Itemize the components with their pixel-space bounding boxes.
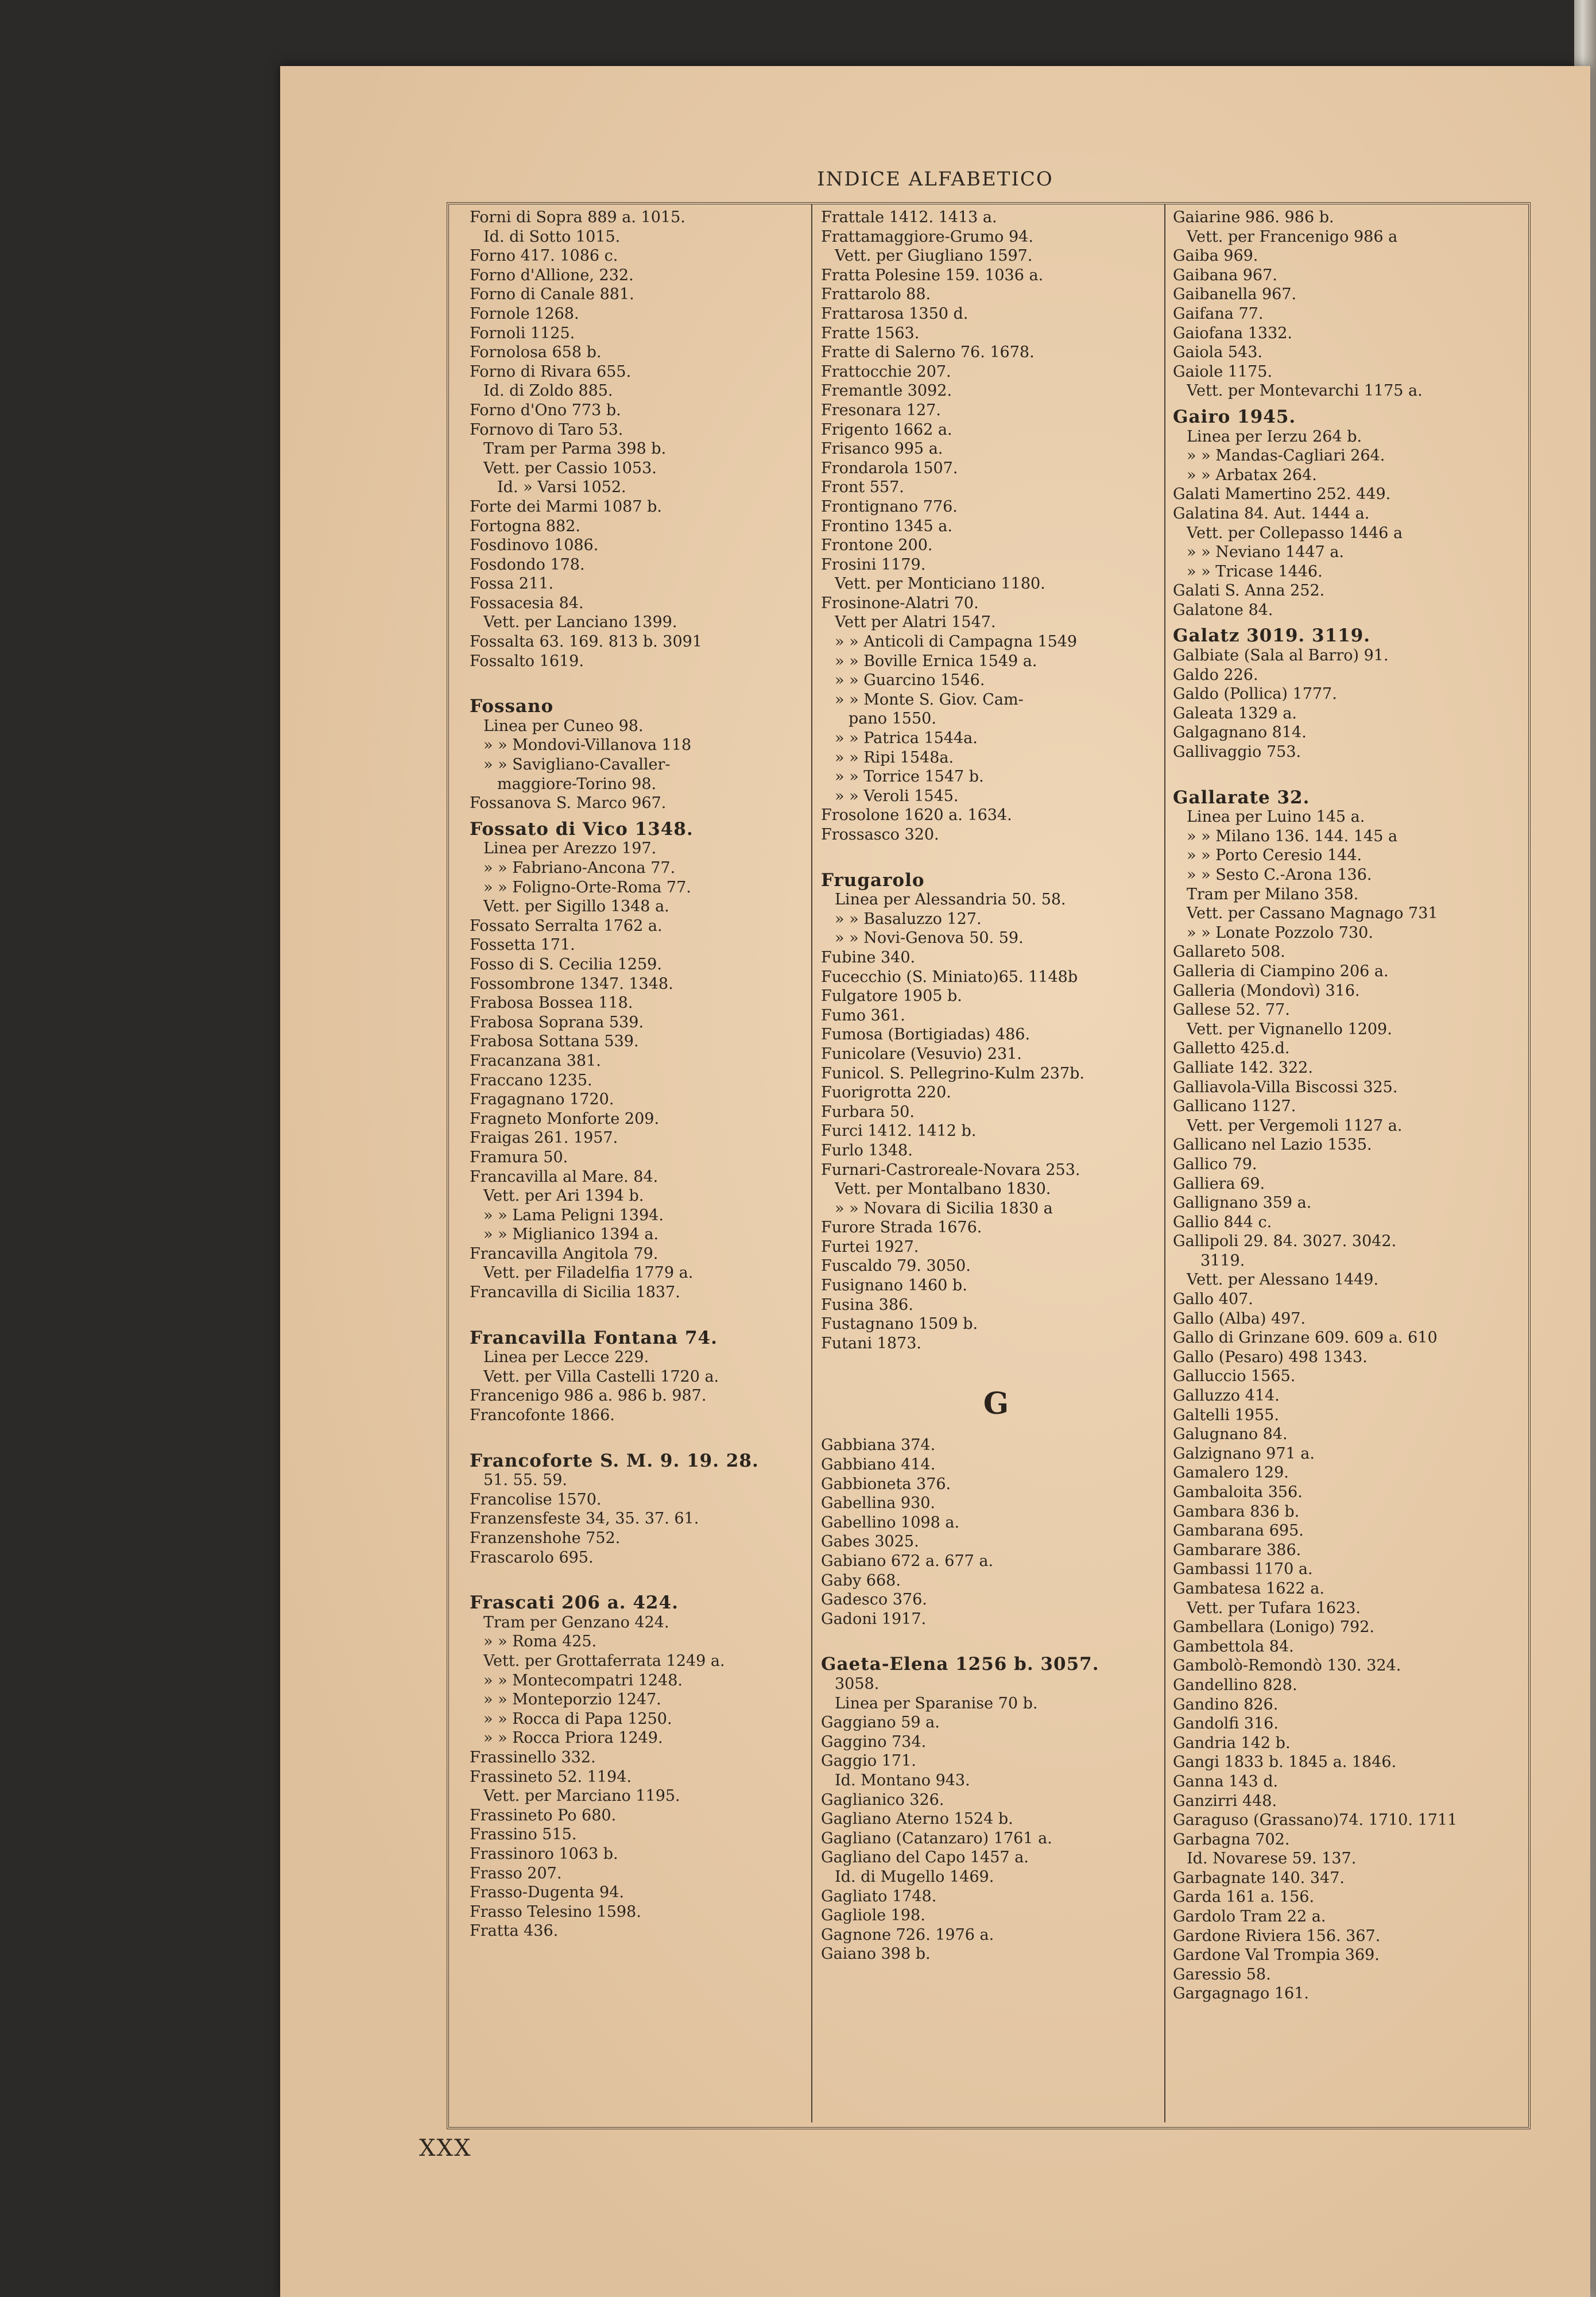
- index-entry: Gambaloita 356.: [1173, 1483, 1303, 1501]
- index-entry: Frontino 1345 a.: [821, 517, 952, 535]
- index-entry: Fumosa (Bortigiadas) 486.: [821, 1026, 1031, 1044]
- spacer: [470, 1567, 820, 1587]
- index-entry: Linea per Sparanise 70 b.: [835, 1694, 1038, 1712]
- index-entry: Gandellino 828.: [1173, 1676, 1297, 1694]
- index-entry: Vett. per Montalbano 1830.: [835, 1180, 1051, 1198]
- index-entry: Gaggiano 59 a.: [821, 1714, 940, 1732]
- index-entry: Fragagnano 1720.: [470, 1091, 614, 1109]
- index-entry: Gandino 826.: [1173, 1695, 1279, 1714]
- index-entry: Id. di Sotto 1015.: [483, 227, 621, 246]
- index-entry: Frabosa Sottana 539.: [470, 1033, 639, 1051]
- index-entry: Linea per Luino 145 a.: [1187, 808, 1365, 826]
- index-entry: Gargagnago 161.: [1173, 1985, 1309, 2003]
- index-entry: Frosolone 1620 a. 1634.: [821, 806, 1012, 825]
- index-entry: Vett. per Lanciano 1399.: [483, 613, 677, 632]
- index-entry: Front 557.: [821, 478, 904, 497]
- index-heading: Gallarate 32.: [1173, 787, 1310, 808]
- index-entry: Gallo di Grinzane 609. 609 a. 610: [1173, 1329, 1438, 1347]
- index-entry: Fossanova S. Marco 967.: [470, 794, 667, 813]
- index-entry: Linea per Cuneo 98.: [483, 717, 644, 735]
- index-entry: Gaiarine 986. 986 b.: [1173, 208, 1334, 226]
- index-entry: Gagliole 198.: [821, 1907, 925, 1925]
- index-entry: Gabes 3025.: [821, 1533, 919, 1551]
- index-entry: Fossacesia 84.: [470, 594, 584, 612]
- index-entry: Linea per Arezzo 197.: [483, 840, 657, 858]
- index-entry: Fragneto Monforte 209.: [470, 1109, 660, 1128]
- index-entry: Galluccio 1565.: [1173, 1367, 1296, 1386]
- index-entry: Frattarolo 88.: [821, 285, 931, 304]
- index-entry: Vett. per Villa Castelli 1720 a.: [483, 1367, 719, 1386]
- index-entry: Vett. per Vignanello 1209.: [1187, 1020, 1392, 1038]
- index-entry: Frabosa Bossea 118.: [470, 994, 633, 1012]
- index-entry: Gallo (Pesaro) 498 1343.: [1173, 1348, 1368, 1366]
- index-entry: Gallivaggio 753.: [1173, 743, 1301, 761]
- index-entry: Vett. per Monticiano 1180.: [835, 575, 1045, 593]
- index-entry: Galluzzo 414.: [1173, 1387, 1280, 1405]
- index-entry: » » Rocca Priora 1249.: [483, 1729, 663, 1747]
- index-entry: Framura 50.: [470, 1148, 568, 1166]
- index-entry: Forni di Sopra 889 a. 1015.: [470, 208, 685, 226]
- index-entry: Vett. per Cassano Magnago 731: [1187, 904, 1438, 923]
- index-column-1: [470, 208, 820, 2114]
- index-entry: Fraccano 1235.: [470, 1071, 592, 1089]
- index-entry: Galatone 84.: [1173, 601, 1273, 619]
- index-entry: Francavilla al Mare. 84.: [470, 1167, 658, 1186]
- index-entry: Gabbioneta 376.: [821, 1475, 951, 1493]
- index-entry: Frasso 207.: [470, 1864, 562, 1882]
- index-entry: Vett. per Giugliano 1597.: [835, 247, 1033, 265]
- index-entry: Gambarare 386.: [1173, 1541, 1301, 1559]
- index-entry: Linea per Lecce 229.: [483, 1348, 649, 1367]
- index-entry: Gallareto 508.: [1173, 943, 1285, 961]
- index-entry: » » Anticoli di Campagna 1549: [835, 633, 1078, 651]
- index-entry: 3058.: [835, 1675, 880, 1693]
- index-entry: » » Tricase 1446.: [1187, 562, 1323, 581]
- index-entry: Vett. per Grottaferrata 1249 a.: [483, 1652, 725, 1670]
- index-entry: Galdo 226.: [1173, 666, 1258, 684]
- index-entry: Garbagna 702.: [1173, 1830, 1290, 1849]
- index-column-3: [1173, 208, 1523, 2114]
- index-entry: Gambettola 84.: [1173, 1637, 1294, 1656]
- index-entry: Frattarosa 1350 d.: [821, 304, 969, 323]
- index-entry: Galugnano 84.: [1173, 1425, 1288, 1444]
- index-entry: Gaiba 969.: [1173, 247, 1258, 265]
- index-entry: Galliera 69.: [1173, 1174, 1265, 1193]
- index-entry: Vett per Alatri 1547.: [835, 613, 996, 632]
- index-entry: Furbara 50.: [821, 1103, 915, 1121]
- index-heading: Fossano: [470, 696, 554, 717]
- index-entry: Gallicano nel Lazio 1535.: [1173, 1136, 1372, 1154]
- index-entry: Fossetta 171.: [470, 936, 575, 954]
- index-entry: Fulgatore 1905 b.: [821, 987, 962, 1006]
- index-entry: Gabbiana 374.: [821, 1436, 936, 1455]
- index-entry: Gallio 844 c.: [1173, 1213, 1272, 1231]
- index-entry: Francavilla di Sicilia 1837.: [470, 1283, 680, 1302]
- index-entry: Frigento 1662 a.: [821, 420, 952, 439]
- index-entry: Forno di Canale 881.: [470, 285, 634, 304]
- book-page: [280, 66, 1590, 2297]
- spacer: [1173, 762, 1523, 782]
- index-entry: Gagliano Aterno 1524 b.: [821, 1810, 1013, 1828]
- index-entry: Gandria 142 b.: [1173, 1734, 1291, 1752]
- index-entry: Fortogna 882.: [470, 517, 580, 535]
- index-entry: Vett. per Alessano 1449.: [1187, 1271, 1379, 1289]
- index-entry: Fuscaldo 79. 3050.: [821, 1257, 971, 1275]
- index-entry: Galleria di Ciampino 206 a.: [1173, 962, 1389, 980]
- index-entry: Gardone Riviera 156. 367.: [1173, 1927, 1381, 1945]
- index-entry: Frassinoro 1063 b.: [470, 1844, 618, 1863]
- index-heading: Fossato di Vico 1348.: [470, 818, 694, 840]
- index-entry: » » Fabriano-Ancona 77.: [483, 859, 676, 877]
- index-entry: » » Rocca di Papa 1250.: [483, 1710, 672, 1728]
- index-entry: Frosinone-Alatri 70.: [821, 594, 979, 612]
- index-entry: Gallicano 1127.: [1173, 1097, 1296, 1116]
- index-entry: Fremantle 3092.: [821, 382, 952, 400]
- index-entry: Gaiano 398 b.: [821, 1945, 931, 1963]
- index-entry: Francofonte 1866.: [470, 1406, 615, 1425]
- index-entry: Gaiola 543.: [1173, 343, 1262, 362]
- index-entry: Gadoni 1917.: [821, 1610, 927, 1628]
- spacer: [821, 845, 1171, 864]
- index-entry: Fustagnano 1509 b.: [821, 1315, 978, 1333]
- index-entry: Forno d'Allione, 232.: [470, 266, 634, 284]
- index-entry: Gabiano 672 a. 677 a.: [821, 1552, 994, 1570]
- index-entry: Gabellina 930.: [821, 1494, 936, 1513]
- index-entry: Gallico 79.: [1173, 1155, 1257, 1173]
- index-entry: Gadesco 376.: [821, 1591, 927, 1609]
- index-entry: Galgagnano 814.: [1173, 724, 1307, 742]
- spacer: [470, 1302, 820, 1322]
- section-letter: G: [983, 1386, 1009, 1422]
- index-entry: » » Sesto C.-Arona 136.: [1187, 866, 1372, 884]
- index-entry: » » Arbatax 264.: [1187, 466, 1317, 484]
- index-heading: Francavilla Fontana 74.: [470, 1327, 718, 1348]
- index-entry: Vett. per Sigillo 1348 a.: [483, 898, 669, 916]
- index-entry: Frondarola 1507.: [821, 459, 958, 477]
- index-entry: Gallese 52. 77.: [1173, 1001, 1290, 1019]
- index-entry: Gambassi 1170 a.: [1173, 1560, 1313, 1579]
- index-entry: » » Boville Ernica 1549 a.: [835, 652, 1037, 670]
- index-entry: Fracanzana 381.: [470, 1051, 601, 1070]
- index-entry: Vett. per Montevarchi 1175 a.: [1187, 382, 1423, 400]
- index-entry: Id. Novarese 59. 137.: [1187, 1850, 1357, 1868]
- index-entry: » » Lonate Pozzolo 730.: [1187, 923, 1373, 942]
- index-entry: Vett. per Cassio 1053.: [483, 459, 657, 477]
- index-entry: Fossa 211.: [470, 575, 554, 593]
- spacer: [821, 1629, 1171, 1648]
- index-entry: Ganna 143 d.: [1173, 1772, 1279, 1791]
- index-entry: Garessio 58.: [1173, 1965, 1271, 1983]
- index-entry: 51. 55. 59.: [483, 1471, 567, 1490]
- index-entry: » » Novi-Genova 50. 59.: [835, 929, 1024, 948]
- index-entry: Fossalta 63. 169. 813 b. 3091: [470, 633, 702, 651]
- index-entry: Furtei 1927.: [821, 1238, 919, 1256]
- index-entry: » » Monte S. Giov. Cam-: [835, 690, 1024, 709]
- index-entry: Frascarolo 695.: [470, 1548, 594, 1567]
- index-entry: Frattamaggiore-Grumo 94.: [821, 227, 1033, 246]
- index-entry: Frasso-Dugenta 94.: [470, 1884, 624, 1902]
- index-entry: Gagliano (Catanzaro) 1761 a.: [821, 1829, 1052, 1847]
- index-entry: Gaggino 734.: [821, 1733, 927, 1751]
- index-entry: Vett. per Vergemoli 1127 a.: [1187, 1116, 1403, 1135]
- index-entry: Fratte 1563.: [821, 324, 920, 342]
- index-entry: Frassineto 52. 1194.: [470, 1768, 632, 1786]
- index-entry: maggiore-Torino 98.: [497, 775, 657, 793]
- index-entry: Gambara 836 b.: [1173, 1502, 1300, 1521]
- index-heading: Frascati 206 a. 424.: [470, 1592, 679, 1614]
- index-entry: Linea per Ierzu 264 b.: [1187, 427, 1362, 446]
- index-entry: 3119.: [1200, 1251, 1245, 1270]
- index-entry: Fossalto 1619.: [470, 652, 584, 670]
- index-entry: Galleria (Mondovì) 316.: [1173, 981, 1360, 1000]
- index-entry: Gallignano 359 a.: [1173, 1194, 1312, 1212]
- index-entry: Funicol. S. Pellegrino-Kulm 237b.: [821, 1064, 1084, 1082]
- index-entry: Forno 417. 1086 c.: [470, 247, 618, 265]
- index-entry: Frattocchie 207.: [821, 362, 951, 381]
- index-entry: » » Lama Peligni 1394.: [483, 1206, 664, 1224]
- index-entry: Galzignano 971 a.: [1173, 1444, 1315, 1463]
- index-entry: Futani 1873.: [821, 1334, 921, 1352]
- index-entry: » » Miglianico 1394 a.: [483, 1225, 659, 1244]
- index-entry: Gagliato 1748.: [821, 1887, 937, 1905]
- index-entry: Franzenshohe 752.: [470, 1529, 621, 1547]
- index-entry: Fosdinovo 1086.: [470, 536, 599, 555]
- index-entry: Gallipoli 29. 84. 3027. 3042.: [1173, 1232, 1397, 1251]
- running-head: INDICE ALFABETICO: [817, 168, 1053, 191]
- index-entry: Gambatesa 1622 a.: [1173, 1579, 1324, 1598]
- index-entry: » » Basaluzzo 127.: [835, 910, 982, 928]
- index-entry: Fosso di S. Cecilia 1259.: [470, 955, 662, 973]
- index-entry: Gabbiano 414.: [821, 1456, 936, 1474]
- index-entry: Gaifana 77.: [1173, 304, 1264, 323]
- index-entry: » » Torrice 1547 b.: [835, 768, 984, 786]
- index-entry: » » Foligno-Orte-Roma 77.: [483, 878, 691, 896]
- index-entry: Ganzirri 448.: [1173, 1792, 1277, 1810]
- index-entry: Gambellara (Lonigo) 792.: [1173, 1618, 1374, 1637]
- index-entry: Gamalero 129.: [1173, 1464, 1289, 1482]
- index-entry: Furlo 1348.: [821, 1141, 913, 1159]
- index-entry: Id. di Mugello 1469.: [835, 1867, 994, 1886]
- index-heading: Frugarolo: [821, 869, 925, 891]
- index-entry: » » Savigliano-Cavaller-: [483, 756, 671, 774]
- index-entry: » » Novara di Sicilia 1830 a: [835, 1199, 1053, 1217]
- index-entry: Furnari-Castroreale-Novara 253.: [821, 1161, 1080, 1179]
- index-entry: Frattale 1412. 1413 a.: [821, 208, 997, 226]
- index-heading: Francoforte S. M. 9. 19. 28.: [470, 1450, 759, 1471]
- index-entry: Gardone Val Trompia 369.: [1173, 1946, 1380, 1965]
- index-entry: Gaby 668.: [821, 1571, 901, 1590]
- index-entry: Frontignano 776.: [821, 497, 958, 516]
- index-entry: Gambolò-Remondò 130. 324.: [1173, 1657, 1401, 1675]
- index-heading: Gaeta-Elena 1256 b. 3057.: [821, 1654, 1099, 1675]
- index-entry: Vett. per Tufara 1623.: [1187, 1599, 1361, 1617]
- index-entry: Gambarana 695.: [1173, 1522, 1304, 1540]
- index-entry: Id. Montano 943.: [835, 1771, 970, 1789]
- index-entry: Gangi 1833 b. 1845 a. 1846.: [1173, 1753, 1397, 1772]
- index-entry: Galtelli 1955.: [1173, 1406, 1279, 1424]
- page-number: XXX: [419, 2135, 472, 2161]
- index-entry: Gardolo Tram 22 a.: [1173, 1908, 1326, 1926]
- index-entry: » » Patrica 1544a.: [835, 729, 978, 748]
- index-entry: Galatina 84. Aut. 1444 a.: [1173, 504, 1370, 523]
- index-entry: pano 1550.: [849, 710, 936, 728]
- index-entry: » » Roma 425.: [483, 1633, 597, 1651]
- index-entry: Furore Strada 1676.: [821, 1219, 982, 1237]
- index-entry: Fusignano 1460 b.: [821, 1277, 967, 1295]
- index-entry: Vett. per Francenigo 986 a: [1187, 227, 1398, 246]
- spacer: [821, 1353, 1171, 1372]
- index-entry: Vett. per Collepasso 1446 a: [1187, 524, 1403, 542]
- index-entry: Gandolfi 316.: [1173, 1715, 1279, 1733]
- index-entry: Vett. per Ari 1394 b.: [483, 1187, 644, 1205]
- index-entry: » » Montecompatri 1248.: [483, 1671, 683, 1689]
- index-column-2: [821, 208, 1171, 2114]
- index-entry: Fratta Polesine 159. 1036 a.: [821, 266, 1044, 284]
- index-entry: Fratta 436.: [470, 1922, 559, 1940]
- index-entry: Fresonara 127.: [821, 401, 941, 419]
- index-entry: Fornolosa 658 b.: [470, 343, 602, 362]
- index-entry: Garbagnate 140. 347.: [1173, 1869, 1345, 1887]
- index-entry: Vett. per Marciano 1195.: [483, 1787, 680, 1805]
- index-entry: Frabosa Soprana 539.: [470, 1013, 644, 1031]
- index-entry: Fossato Serralta 1762 a.: [470, 917, 663, 935]
- index-entry: Frasso Telesino 1598.: [470, 1902, 641, 1921]
- index-entry: Galliavola-Villa Biscossi 325.: [1173, 1078, 1398, 1096]
- index-entry: Galliate 142. 322.: [1173, 1058, 1313, 1077]
- index-entry: Gaiofana 1332.: [1173, 324, 1293, 342]
- index-entry: » » Mondovi-Villanova 118: [483, 736, 692, 755]
- index-entry: » » Monteporzio 1247.: [483, 1691, 661, 1709]
- index-entry: Frassinello 332.: [470, 1748, 596, 1766]
- index-entry: Id. » Varsi 1052.: [497, 478, 626, 497]
- index-entry: Gabellino 1098 a.: [821, 1513, 960, 1532]
- index-heading: Galatz 3019. 3119.: [1173, 625, 1371, 647]
- index-entry: Gallo 407.: [1173, 1290, 1253, 1309]
- spacer: [470, 671, 820, 690]
- index-entry: Frassineto Po 680.: [470, 1806, 617, 1824]
- index-entry: Franzensfeste 34, 35. 37. 61.: [470, 1510, 699, 1528]
- index-entry: Frontone 200.: [821, 536, 933, 555]
- index-entry: Gaglianico 326.: [821, 1791, 944, 1809]
- index-entry: Tram per Milano 358.: [1187, 885, 1359, 903]
- index-entry: Gaibana 967.: [1173, 266, 1277, 284]
- index-entry: Galati Mamertino 252. 449.: [1173, 485, 1391, 504]
- index-entry: Fusina 386.: [821, 1296, 913, 1314]
- index-entry: Francenigo 986 a. 986 b. 987.: [470, 1387, 707, 1405]
- index-entry: » » Guarcino 1546.: [835, 671, 985, 690]
- index-entry: Gaibanella 967.: [1173, 285, 1297, 304]
- index-entry: » » Mandas-Cagliari 264.: [1187, 447, 1385, 465]
- index-entry: Galdo (Pollica) 1777.: [1173, 685, 1337, 703]
- index-entry: Frosini 1179.: [821, 555, 926, 574]
- spacer: [470, 1425, 820, 1445]
- index-entry: Galati S. Anna 252.: [1173, 582, 1325, 600]
- index-entry: Garaguso (Grassano)74. 1710. 1711: [1173, 1811, 1458, 1830]
- index-entry: Fossombrone 1347. 1348.: [470, 975, 673, 993]
- index-entry: Fuorigrotta 220.: [821, 1084, 951, 1102]
- index-entry: Forno di Rivara 655.: [470, 362, 632, 381]
- index-entry: Fornole 1268.: [470, 304, 579, 323]
- index-entry: Tram per Genzano 424.: [483, 1613, 669, 1631]
- index-entry: Fucecchio (S. Miniato)65. 1148b: [821, 968, 1078, 986]
- index-entry: » » Porto Ceresio 144.: [1187, 846, 1362, 865]
- index-entry: Linea per Alessandria 50. 58.: [835, 891, 1066, 909]
- index-entry: » » Ripi 1548a.: [835, 748, 954, 767]
- index-entry: Gagliano del Capo 1457 a.: [821, 1849, 1029, 1867]
- index-entry: Francavilla Angitola 79.: [470, 1244, 658, 1263]
- index-entry: Funicolare (Vesuvio) 231.: [821, 1045, 1022, 1063]
- index-entry: Galeata 1329 a.: [1173, 704, 1297, 722]
- index-entry: Tram per Parma 398 b.: [483, 440, 667, 458]
- index-entry: Galbiate (Sala al Barro) 91.: [1173, 647, 1389, 665]
- index-entry: Forno d'Ono 773 b.: [470, 401, 621, 419]
- index-entry: Fratte di Salerno 76. 1678.: [821, 343, 1035, 362]
- index-entry: Fubine 340.: [821, 948, 916, 966]
- index-entry: Frisanco 995 a.: [821, 440, 943, 458]
- index-entry: » » Neviano 1447 a.: [1187, 543, 1344, 562]
- index-entry: Gagnone 726. 1976 a.: [821, 1925, 994, 1944]
- index-entry: Gaggio 171.: [821, 1752, 916, 1770]
- index-heading: Gairo 1945.: [1173, 406, 1296, 427]
- index-entry: Garda 161 a. 156.: [1173, 1888, 1315, 1907]
- index-entry: Fornovo di Taro 53.: [470, 420, 623, 439]
- index-entry: Frossasco 320.: [821, 826, 939, 844]
- index-entry: Furci 1412. 1412 b.: [821, 1122, 977, 1140]
- index-entry: » » Milano 136. 144. 145 a: [1187, 827, 1398, 845]
- index-entry: Fumo 361.: [821, 1006, 905, 1024]
- index-entry: Francolise 1570.: [470, 1490, 602, 1509]
- index-entry: Fraigas 261. 1957.: [470, 1129, 618, 1147]
- index-entry: Gallo (Alba) 497.: [1173, 1309, 1306, 1328]
- index-entry: » » Veroli 1545.: [835, 787, 959, 805]
- index-entry: Fosdondo 178.: [470, 555, 585, 574]
- index-entry: Vett. per Filadelfia 1779 a.: [483, 1264, 694, 1282]
- index-entry: Id. di Zoldo 885.: [483, 382, 613, 400]
- index-entry: Gaiole 1175.: [1173, 362, 1273, 381]
- index-entry: Fornoli 1125.: [470, 324, 575, 342]
- index-entry: Galletto 425.d.: [1173, 1039, 1290, 1058]
- index-entry: Forte dei Marmi 1087 b.: [470, 497, 662, 516]
- index-entry: Frassino 515.: [470, 1826, 577, 1844]
